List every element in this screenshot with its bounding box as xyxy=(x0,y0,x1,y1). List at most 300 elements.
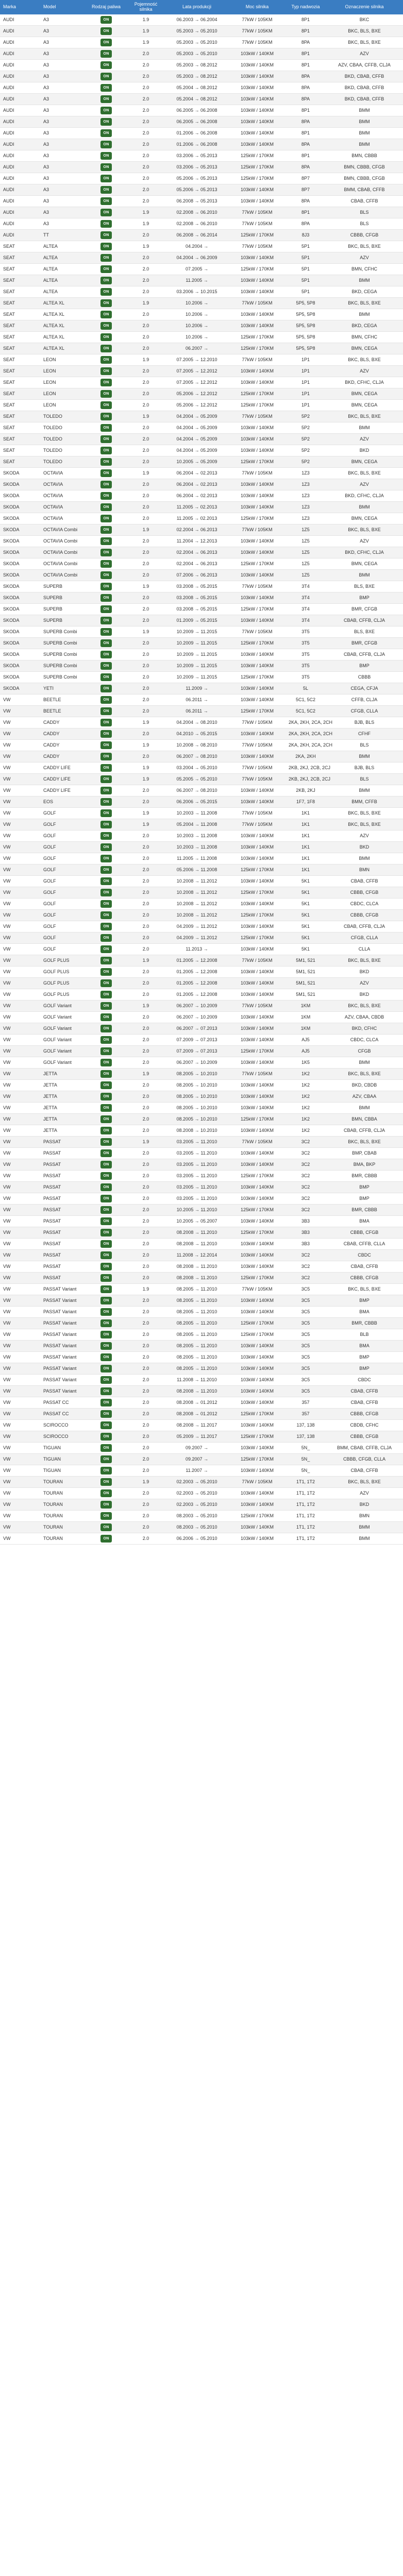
cell-brand: SKODA xyxy=(3,527,20,532)
cell-model: A3 xyxy=(43,50,49,56)
cell-capacity: 1.9 xyxy=(142,16,149,22)
cell-engine: CBAB, CFFB xyxy=(350,1467,378,1473)
cell-brand: VW xyxy=(3,1513,11,1518)
cell-fuel xyxy=(86,458,127,466)
cell-engine: BMA xyxy=(359,1309,370,1314)
table-row xyxy=(0,1148,403,1159)
cell-body: 3T4 xyxy=(301,583,310,589)
fuel-badge: ON xyxy=(100,1127,112,1134)
cell-years: 08.2005 → 11.2010 xyxy=(176,1343,217,1348)
cell-brand: VW xyxy=(3,1331,11,1337)
cell-years: 01.2005 → 12.2008 xyxy=(176,991,217,997)
cell-fuel xyxy=(86,821,127,828)
cell-years: 01.2006 → 06.2008 xyxy=(176,141,217,147)
table-row xyxy=(0,1012,403,1023)
table-row xyxy=(0,162,403,173)
cell-power: 103kW / 140KM xyxy=(240,946,274,952)
cell-brand: SKODA xyxy=(3,561,20,566)
cell-capacity: 2.0 xyxy=(142,1116,149,1122)
cell-power: 125kW / 170KM xyxy=(240,1411,274,1416)
cell-years: 03.2006 → 05.2013 xyxy=(176,152,217,158)
cell-engine: CBDC, CLCA xyxy=(350,1037,379,1042)
cell-body: 1K5 xyxy=(301,1059,310,1065)
cell-engine: CBBB xyxy=(358,674,371,680)
cell-model: SUPERB xyxy=(43,617,63,623)
cell-fuel xyxy=(86,1512,127,1520)
header-engine: Oznaczenie silnika xyxy=(345,4,384,10)
cell-capacity: 2.0 xyxy=(142,663,149,668)
cell-brand: VW xyxy=(3,1252,11,1258)
fuel-badge: ON xyxy=(100,1342,112,1350)
cell-years: 05.2006 → 12.2012 xyxy=(176,391,217,396)
cell-engine: BMM xyxy=(359,425,370,430)
cell-years: 10.2005 → 05.2009 xyxy=(176,459,217,464)
cell-body: AJ5 xyxy=(301,1048,310,1054)
cell-capacity: 1.9 xyxy=(142,470,149,476)
cell-fuel xyxy=(86,923,127,930)
fuel-badge: ON xyxy=(100,220,112,228)
cell-body: 3T5 xyxy=(301,640,310,646)
table-row xyxy=(0,672,403,683)
table-row xyxy=(0,377,403,388)
cell-capacity: 1.9 xyxy=(142,300,149,306)
cell-engine: AZV, CBAA, CFFB, CLJA xyxy=(338,62,391,67)
fuel-badge: ON xyxy=(100,1240,112,1248)
cell-model: JETTA xyxy=(43,1071,57,1076)
table-row xyxy=(0,502,403,513)
fuel-badge: ON xyxy=(100,1172,112,1180)
cell-engine: BKC, BLS, BXE xyxy=(348,1139,381,1144)
cell-capacity: 1.9 xyxy=(142,243,149,249)
cell-engine: CFGB xyxy=(358,1048,371,1054)
cell-body: 5P2 xyxy=(301,413,310,419)
cell-power: 125kW / 170KM xyxy=(240,1048,274,1054)
fuel-badge: ON xyxy=(100,1297,112,1304)
cell-body: 3T5 xyxy=(301,663,310,668)
cell-engine: BMR, CBBB xyxy=(351,1207,377,1212)
cell-years: 04.2004 → 05.2009 xyxy=(176,413,217,419)
cell-model: JETTA xyxy=(43,1105,57,1110)
cell-fuel xyxy=(86,107,127,114)
cell-years: 02.2003 → 05.2010 xyxy=(176,1479,217,1484)
cell-years: 02.2003 → 05.2010 xyxy=(176,1490,217,1496)
cell-engine: CBAB, CFFB xyxy=(350,878,378,884)
cell-body: 1KM xyxy=(300,1025,311,1031)
cell-brand: VW xyxy=(3,946,11,952)
cell-years: 03.2006 → 10.2015 xyxy=(176,289,217,294)
cell-engine: BKC, BLS, BXE xyxy=(348,1286,381,1292)
cell-engine: BKC, BLS, BXE xyxy=(348,39,381,45)
cell-fuel xyxy=(86,889,127,896)
fuel-badge: ON xyxy=(100,345,112,352)
cell-capacity: 2.0 xyxy=(142,753,149,759)
cell-brand: SKODA xyxy=(3,549,20,555)
table-row xyxy=(0,660,403,672)
fuel-badge: ON xyxy=(100,877,112,885)
cell-capacity: 2.0 xyxy=(142,1263,149,1269)
cell-model: GOLF xyxy=(43,855,56,861)
cell-years: 08.2005 → 11.2010 xyxy=(176,1365,217,1371)
table-row xyxy=(0,626,403,638)
cell-years: 08.2005 → 11.2010 xyxy=(176,1297,217,1303)
cell-years: 04.2004 → 05.2009 xyxy=(176,425,217,430)
table-row xyxy=(0,1273,403,1284)
cell-years: 10.2009 → 11.2015 xyxy=(176,640,217,646)
cell-body: 3T4 xyxy=(301,595,310,600)
cell-model: GOLF PLUS xyxy=(43,980,70,986)
cell-model: GOLF xyxy=(43,821,56,827)
cell-body: 2KB, 2KJ, 2CB, 2CJ xyxy=(289,776,331,782)
cell-fuel xyxy=(86,424,127,432)
cell-brand: SEAT xyxy=(3,277,15,283)
cell-body: 8PA xyxy=(301,84,310,90)
fuel-badge: ON xyxy=(100,322,112,330)
cell-body: 3C2 xyxy=(301,1252,310,1258)
cell-body: 8PA xyxy=(301,118,310,124)
cell-body: 3B3 xyxy=(301,1229,310,1235)
cell-body: 8P1 xyxy=(301,209,310,215)
fuel-badge: ON xyxy=(100,1263,112,1270)
cell-fuel xyxy=(86,560,127,568)
cell-capacity: 1.9 xyxy=(142,742,149,748)
cell-fuel xyxy=(86,435,127,443)
cell-brand: AUDI xyxy=(3,118,14,124)
cell-fuel xyxy=(86,537,127,545)
cell-model: CADDY xyxy=(43,731,60,736)
cell-capacity: 2.0 xyxy=(142,1456,149,1462)
cell-power: 103kW / 140KM xyxy=(240,1025,274,1031)
cell-body: 3C5 xyxy=(301,1377,310,1382)
cell-engine: BMP, CBAB xyxy=(352,1150,377,1156)
cell-power: 103kW / 140KM xyxy=(240,1501,274,1507)
cell-body: 5C1, 5C2 xyxy=(295,708,316,714)
cell-brand: AUDI xyxy=(3,73,14,79)
cell-power: 103kW / 140KM xyxy=(240,481,274,487)
cell-model: ALTEA XL xyxy=(43,334,64,340)
table-row xyxy=(0,831,403,842)
fuel-badge: ON xyxy=(100,741,112,749)
cell-fuel xyxy=(86,390,127,398)
table-row xyxy=(0,536,403,547)
fuel-badge: ON xyxy=(100,152,112,160)
cell-years: 03.2005 → 11.2010 xyxy=(176,1173,217,1178)
cell-model: TOURAN xyxy=(43,1490,63,1496)
cell-body: 3T5 xyxy=(301,629,310,634)
cell-capacity: 2.0 xyxy=(142,685,149,691)
cell-years: 03.2005 → 11.2010 xyxy=(176,1150,217,1156)
fuel-badge: ON xyxy=(100,594,112,602)
cell-years: 03.2005 → 11.2010 xyxy=(176,1161,217,1167)
cell-engine: BMP xyxy=(359,1354,370,1360)
table-row xyxy=(0,933,403,944)
cell-engine: BLS xyxy=(360,776,369,782)
cell-engine: CBAB, CFFB xyxy=(350,1263,378,1269)
cell-body: 1K2 xyxy=(301,1082,310,1088)
fuel-badge: ON xyxy=(100,809,112,817)
fuel-badge: ON xyxy=(100,979,112,987)
fuel-badge: ON xyxy=(100,991,112,998)
table-row xyxy=(0,955,403,967)
cell-brand: VW xyxy=(3,742,11,748)
cell-model: PASSAT CC xyxy=(43,1411,69,1416)
cell-fuel xyxy=(86,254,127,262)
table-row xyxy=(0,400,403,411)
cell-engine: BMM xyxy=(359,1105,370,1110)
cell-capacity: 2.0 xyxy=(142,1490,149,1496)
cell-years: 06.2007 → 10.2009 xyxy=(176,1003,217,1008)
table-row xyxy=(0,989,403,1001)
fuel-badge: ON xyxy=(100,515,112,522)
fuel-badge: ON xyxy=(100,1229,112,1236)
cell-capacity: 2.0 xyxy=(142,606,149,612)
cell-engine: CBBB, CFGB xyxy=(350,1411,379,1416)
cell-body: 3C2 xyxy=(301,1195,310,1201)
cell-years: 05.2003 → 05.2010 xyxy=(176,28,217,33)
table-row xyxy=(0,570,403,581)
cell-engine: CBAB, CFFB xyxy=(350,1399,378,1405)
cell-body: 1Z5 xyxy=(301,572,310,578)
cell-body: 5P5, 5P8 xyxy=(296,300,315,306)
table-row xyxy=(0,1261,403,1273)
cell-engine: CEGA, CFJA xyxy=(350,685,378,691)
cell-model: ALTEA XL xyxy=(43,345,64,351)
table-row xyxy=(0,967,403,978)
cell-brand: VW xyxy=(3,1071,11,1076)
cell-capacity: 2.0 xyxy=(142,481,149,487)
cell-fuel xyxy=(86,129,127,137)
cell-brand: VW xyxy=(3,1139,11,1144)
cell-model: SCIROCCO xyxy=(43,1433,69,1439)
cell-model: A3 xyxy=(43,107,49,113)
table-row xyxy=(0,944,403,955)
cell-body: 1Z3 xyxy=(301,504,310,510)
cell-years: 03.2008 → 05.2015 xyxy=(176,606,217,612)
cell-years: 05.2004 → 11.2008 xyxy=(176,821,217,827)
cell-model: TOLEDO xyxy=(43,436,62,442)
cell-body: 1P1 xyxy=(301,379,310,385)
cell-model: LEON xyxy=(43,391,56,396)
cell-fuel xyxy=(86,1138,127,1146)
cell-model: PASSAT xyxy=(43,1184,61,1190)
cell-fuel xyxy=(86,27,127,35)
cell-power: 125kW / 170KM xyxy=(240,1513,274,1518)
cell-years: 06.2005 → 06.2008 xyxy=(176,118,217,124)
cell-engine: BKC, BLS, BXE xyxy=(348,527,381,532)
cell-fuel xyxy=(86,61,127,69)
cell-model: GOLF Variant xyxy=(43,1048,72,1054)
cell-capacity: 2.0 xyxy=(142,1320,149,1326)
cell-fuel xyxy=(86,979,127,987)
cell-brand: SEAT xyxy=(3,266,15,272)
cell-engine: BMP xyxy=(359,1195,370,1201)
cell-engine: BMM xyxy=(359,572,370,578)
cell-capacity: 2.0 xyxy=(142,1445,149,1450)
cell-model: GOLF xyxy=(43,889,56,895)
cell-fuel xyxy=(86,605,127,613)
table-row xyxy=(0,1125,403,1137)
cell-model: A3 xyxy=(43,209,49,215)
cell-power: 103kW / 140KM xyxy=(240,685,274,691)
cell-capacity: 1.9 xyxy=(142,765,149,770)
table-row xyxy=(0,899,403,910)
cell-fuel xyxy=(86,707,127,715)
cell-years: 10.2008 → 11.2012 xyxy=(176,901,217,906)
cell-power: 125kW / 170KM xyxy=(240,334,274,340)
table-row xyxy=(0,558,403,570)
cell-brand: VW xyxy=(3,1059,11,1065)
cell-engine: BMM xyxy=(359,753,370,759)
cell-power: 103kW / 140KM xyxy=(240,753,274,759)
cell-years: 01.2009 → 05.2015 xyxy=(176,617,217,623)
cell-engine: BKC, BLS, BXE xyxy=(348,300,381,306)
cell-fuel xyxy=(86,1002,127,1010)
table-row xyxy=(0,1465,403,1477)
cell-model: PASSAT xyxy=(43,1252,61,1258)
cell-years: 07.2005 → 12.2010 xyxy=(176,357,217,362)
cell-capacity: 2.0 xyxy=(142,164,149,170)
cell-model: TIGUAN xyxy=(43,1456,61,1462)
cell-brand: VW xyxy=(3,878,11,884)
cell-model: JETTA xyxy=(43,1082,57,1088)
cell-engine: CBDC, CLCA xyxy=(350,901,379,906)
fuel-badge: ON xyxy=(100,1002,112,1010)
cell-power: 103kW / 140KM xyxy=(240,118,274,124)
cell-body: 137, 138 xyxy=(296,1433,315,1439)
cell-model: A3 xyxy=(43,130,49,135)
cell-engine: CBAB, CFFB, CLJA xyxy=(343,617,385,623)
fuel-badge: ON xyxy=(100,1365,112,1372)
cell-power: 77kW / 105KM xyxy=(242,810,273,816)
cell-years: 06.2011 → xyxy=(186,697,208,702)
cell-power: 103kW / 140KM xyxy=(240,663,274,668)
cell-engine: AZV xyxy=(360,833,369,838)
cell-capacity: 2.0 xyxy=(142,1218,149,1224)
cell-years: 07.2009 → 07.2013 xyxy=(176,1037,217,1042)
fuel-badge: ON xyxy=(100,605,112,613)
cell-fuel xyxy=(86,1104,127,1112)
cell-fuel xyxy=(86,1093,127,1100)
cell-years: 05.2003 → 08.2012 xyxy=(176,73,217,79)
fuel-badge: ON xyxy=(100,787,112,794)
cell-model: TOURAN xyxy=(43,1524,63,1530)
cell-brand: SKODA xyxy=(3,685,20,691)
cell-engine: BMM xyxy=(359,141,370,147)
cell-power: 103kW / 140KM xyxy=(240,1037,274,1042)
cell-fuel xyxy=(86,934,127,942)
cell-fuel xyxy=(86,1149,127,1157)
cell-fuel xyxy=(86,333,127,341)
cell-capacity: 2.0 xyxy=(142,1354,149,1360)
cell-years: 10.2008 → 11.2012 xyxy=(176,878,217,884)
cell-model: A3 xyxy=(43,28,49,33)
cell-capacity: 2.0 xyxy=(142,345,149,351)
cell-capacity: 2.0 xyxy=(142,1105,149,1110)
table-row xyxy=(0,1307,403,1318)
cell-engine: BMA, BKP xyxy=(353,1161,376,1167)
cell-brand: VW xyxy=(3,776,11,782)
cell-fuel xyxy=(86,401,127,409)
cell-years: 08.2005 → 11.2010 xyxy=(176,1331,217,1337)
fuel-badge: ON xyxy=(100,1251,112,1259)
table-row xyxy=(0,468,403,479)
cell-power: 103kW / 140KM xyxy=(240,1388,274,1394)
cell-capacity: 2.0 xyxy=(142,1173,149,1178)
fuel-badge: ON xyxy=(100,1489,112,1497)
cell-engine: BMN xyxy=(359,867,370,872)
cell-power: 103kW / 140KM xyxy=(240,1093,274,1099)
cell-brand: SKODA xyxy=(3,481,20,487)
table-row xyxy=(0,150,403,162)
cell-body: 2KA, 2KH, 2CA, 2CH xyxy=(289,742,333,748)
cell-years: 10.2006 → xyxy=(185,323,209,328)
cell-power: 77kW / 105KM xyxy=(242,28,273,33)
cell-model: PASSAT Variant xyxy=(43,1297,77,1303)
cell-years: 11.2005 → 11.2008 xyxy=(177,855,217,861)
cell-brand: SEAT xyxy=(3,413,15,419)
cell-capacity: 2.0 xyxy=(142,391,149,396)
cell-engine: BMR, CFGB xyxy=(351,640,377,646)
cell-capacity: 2.0 xyxy=(142,277,149,283)
fuel-badge: ON xyxy=(100,1444,112,1452)
cell-power: 125kW / 170KM xyxy=(240,1229,274,1235)
cell-power: 125kW / 170KM xyxy=(240,1456,274,1462)
cell-body: 5P5, 5P8 xyxy=(296,334,315,340)
cell-fuel xyxy=(86,1467,127,1475)
table-row xyxy=(0,332,403,343)
cell-body: 3C5 xyxy=(301,1343,310,1348)
fuel-badge: ON xyxy=(100,1059,112,1066)
cell-brand: SEAT xyxy=(3,425,15,430)
fuel-badge: ON xyxy=(100,390,112,398)
cell-capacity: 2.0 xyxy=(142,402,149,408)
cell-years: 11.2009 → xyxy=(186,685,208,691)
cell-power: 77kW / 105KM xyxy=(242,527,273,532)
cell-fuel xyxy=(86,503,127,511)
cell-power: 103kW / 140KM xyxy=(240,651,274,657)
fuel-badge: ON xyxy=(100,1070,112,1078)
cell-engine: CBAB, CFFB, CLJA xyxy=(343,651,385,657)
cell-fuel xyxy=(86,617,127,624)
cell-fuel xyxy=(86,209,127,216)
table-row xyxy=(0,706,403,717)
cell-brand: SKODA xyxy=(3,538,20,544)
fuel-badge: ON xyxy=(100,1104,112,1112)
cell-body: 5N_ xyxy=(301,1445,310,1450)
cell-fuel xyxy=(86,526,127,534)
cell-body: 1T1, 1T2 xyxy=(296,1513,315,1518)
table-row xyxy=(0,14,403,26)
cell-body: 8PA xyxy=(301,96,310,101)
cell-fuel xyxy=(86,1251,127,1259)
cell-capacity: 2.0 xyxy=(142,289,149,294)
cell-engine: CBBB, CFGB, CLLA xyxy=(343,1456,386,1462)
cell-brand: SKODA xyxy=(3,617,20,623)
table-row xyxy=(0,819,403,831)
cell-brand: VW xyxy=(3,708,11,714)
cell-engine: BMA xyxy=(359,1343,370,1348)
table-row xyxy=(0,1159,403,1171)
table-row xyxy=(0,876,403,887)
cell-capacity: 2.0 xyxy=(142,595,149,600)
cell-years: 08.2005 → 11.2010 xyxy=(176,1354,217,1360)
cell-capacity: 1.9 xyxy=(142,28,149,33)
cell-capacity: 2.0 xyxy=(142,991,149,997)
cell-brand: AUDI xyxy=(3,198,14,204)
cell-engine: BMN, CEGA xyxy=(351,345,378,351)
cell-capacity: 2.0 xyxy=(142,323,149,328)
cell-model: LEON xyxy=(43,368,56,374)
cell-years: 09.2007 → xyxy=(185,1445,209,1450)
